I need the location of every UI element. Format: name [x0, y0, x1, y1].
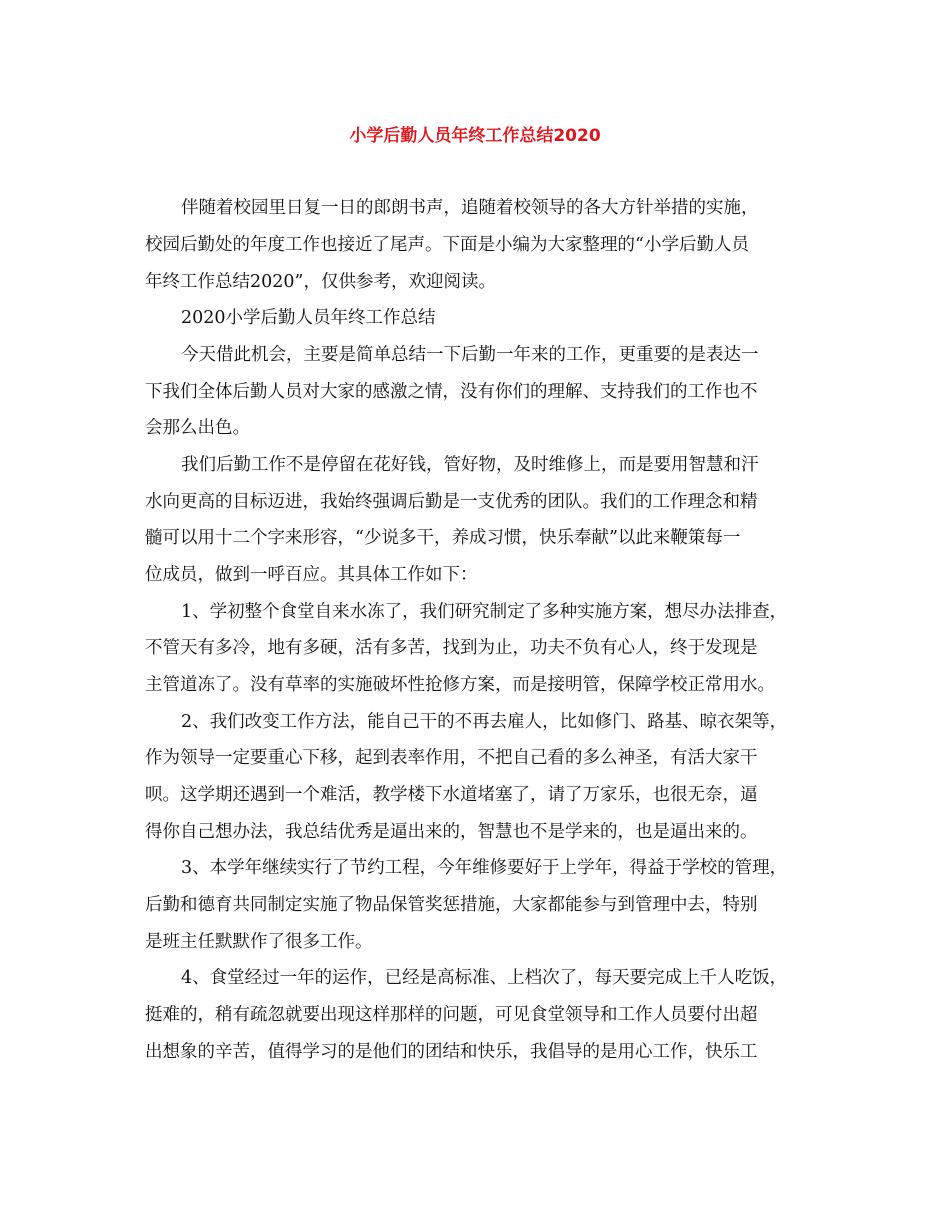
paragraph-line: 得你自己想办法，我总结优秀是逼出来的，智慧也不是学来的，也是逼出来的。 [145, 822, 758, 842]
paragraph-line: 我们后勤工作不是停留在花好钱，管好物，及时维修上，而是要用智慧和汗 [181, 455, 759, 475]
paragraph-line: 水向更高的目标迈进，我始终强调后勤是一支优秀的团队。我们的工作理念和精 [145, 492, 758, 512]
paragraph-line: 3、本学年继续实行了节约工程，今年维修要好于上学年，得益于学校的管理， [181, 858, 788, 878]
paragraph-line: 4、食堂经过一年的运作，已经是高标准、上档次了，每天要完成上千人吃饭， [181, 968, 788, 988]
paragraph-line: 校园后勤处的年度工作也接近了尾声。下面是小编为大家整理的“小学后勤人员 [145, 235, 749, 255]
paragraph-line: 会那么出色。 [145, 418, 250, 438]
paragraph-line: 位成员，做到一呼百应。其具体工作如下： [145, 565, 478, 585]
paragraph-line: 下我们全体后勤人员对大家的感激之情，没有你们的理解、支持我们的工作也不 [145, 382, 758, 402]
paragraph-line: 挺难的，稍有疏忽就要出现这样那样的问题，可见食堂领导和工作人员要付出超 [145, 1005, 758, 1025]
paragraph-line: 2、我们改变工作方法，能自己干的不再去雇人，比如修门、路基、晾衣架等， [181, 712, 788, 732]
document-title: 小学后勤人员年终工作总结2020 [349, 126, 601, 146]
paragraph-line: 今天借此机会，主要是简单总结一下后勤一年来的工作，更重要的是表达一 [181, 345, 759, 365]
paragraph-line: 主管道冻了。没有草率的实施破坏性抢修方案，而是接明管，保障学校正常用水。 [145, 675, 775, 695]
paragraph-line: 伴随着校园里日复一日的郎朗书声，追随着校领导的各大方针举措的实施， [181, 198, 759, 218]
paragraph-line: 呗。这学期还遇到一个难活，教学楼下水道堵塞了，请了万家乐，也很无奈，逼 [145, 785, 758, 805]
paragraph-line: 1、学初整个食堂自来水冻了，我们研究制定了多种实施方案，想尽办法排查， [181, 602, 788, 622]
paragraph-line: 出想象的辛苦，值得学习的是他们的团结和快乐，我倡导的是用心工作，快乐工 [145, 1042, 758, 1062]
paragraph-line: 作为领导一定要重心下移，起到表率作用，不把自己看的多么神圣，有活大家干 [145, 748, 758, 768]
paragraph-line: 是班主任默默作了很多工作。 [145, 932, 373, 952]
paragraph-line: 年终工作总结2020”，仅供参考，欢迎阅读。 [145, 272, 496, 292]
paragraph-line: 髓可以用十二个字来形容，“少说多干，养成习惯，快乐奉献”以此来鞭策每一 [145, 528, 741, 548]
paragraph-line: 不管天有多冷，地有多硬，活有多苦，找到为止，功夫不负有心人，终于发现是 [145, 638, 758, 658]
paragraph-line: 后勤和德育共同制定实施了物品保管奖惩措施，大家都能参与到管理中去，特别 [145, 895, 758, 915]
subheading-line: 2020小学后勤人员年终工作总结 [181, 308, 436, 328]
